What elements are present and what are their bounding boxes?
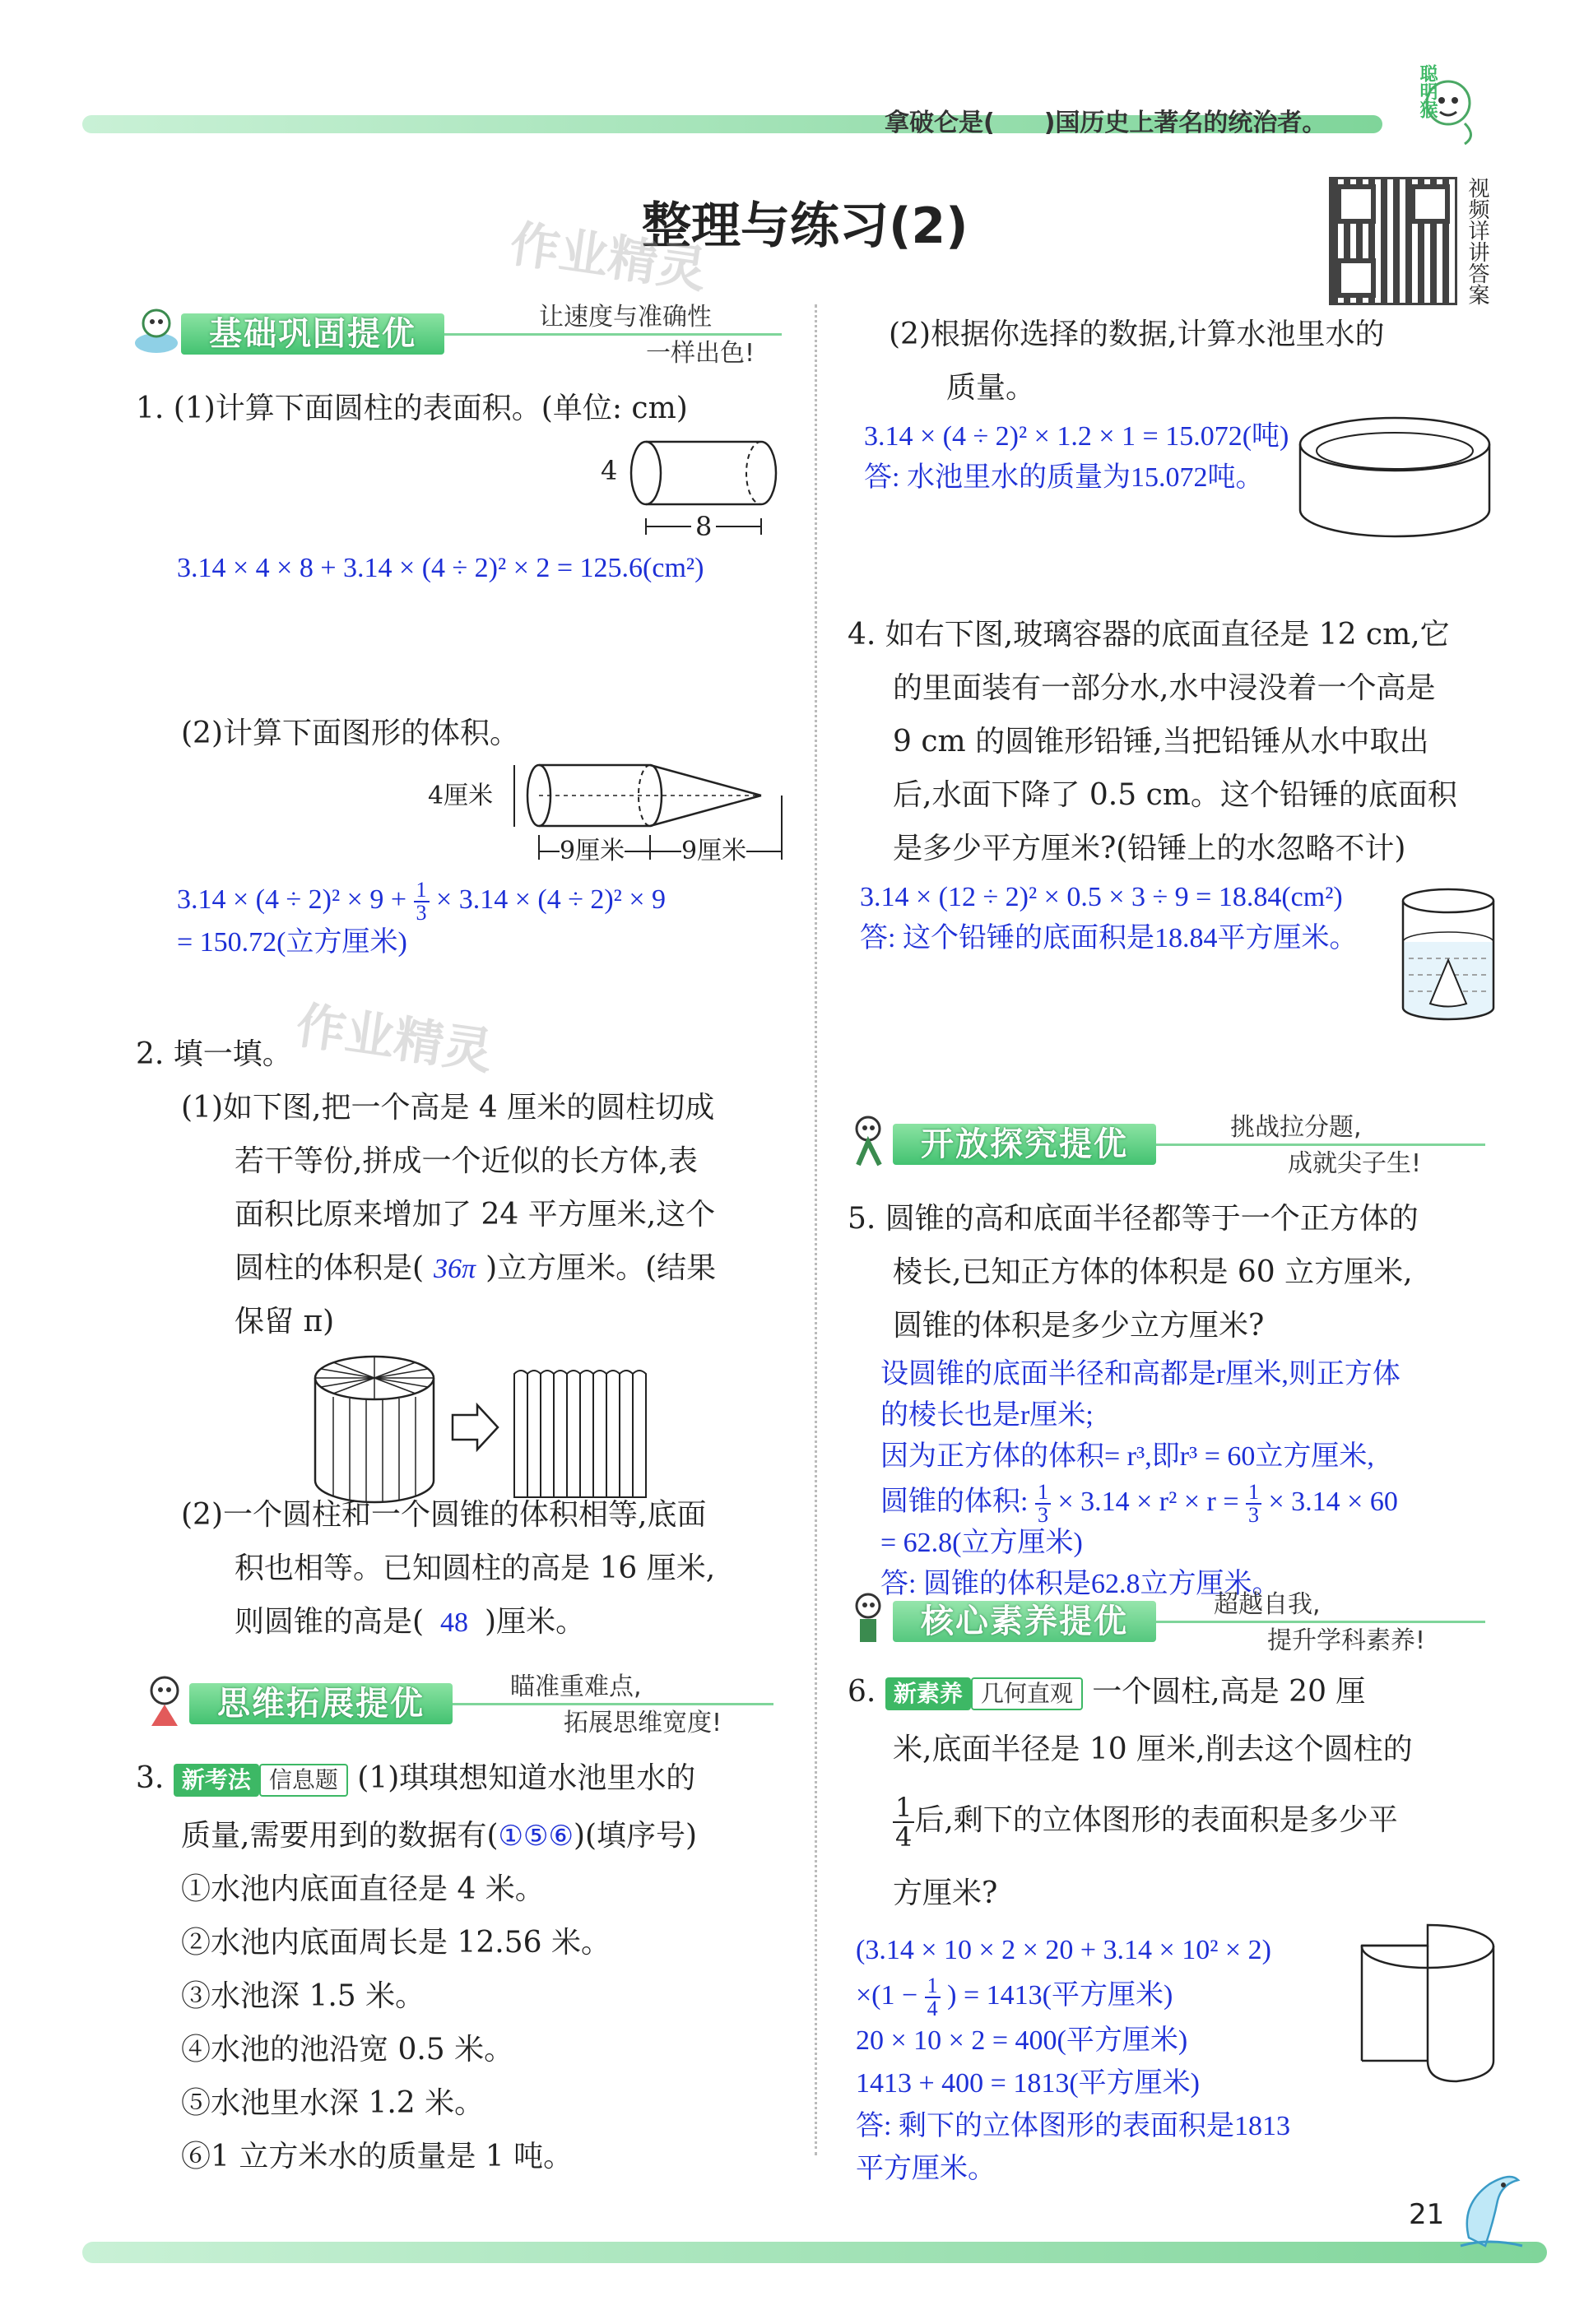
section-core-slogan1: 超越自我,	[1214, 1590, 1321, 1619]
q3-opt-5: ⑤水池里水深 1.2 米。	[181, 2086, 485, 2120]
section-basic	[132, 300, 790, 368]
q2-slice-figure	[313, 1349, 667, 1505]
watermark: 作业精灵	[506, 215, 711, 300]
qr-code[interactable]	[1329, 177, 1457, 305]
q6-cut-cylinder-figure	[1358, 1917, 1498, 2090]
q6-answer-line2: ×(1 − $\frac{1}{4}$ ) = 1413(平方厘米)	[856, 1974, 1173, 2021]
q3-opt-3: ③水池深 1.5 米。	[181, 1979, 425, 2013]
q1-fig-width: 8	[695, 511, 713, 542]
q6-answer-line6: 平方厘米。	[856, 2154, 996, 2184]
mascot-monkey-icon	[1399, 66, 1481, 148]
q2-line4: 圆柱的体积是( 36π )立方厘米。(结果	[235, 1251, 717, 1285]
q3-tag-new-method: 新考法	[174, 1764, 259, 1797]
q1-answer1: 3.14 × 4 × 8 + 3.14 × (4 ÷ 2)² × 2 = 125.6(cm²)	[177, 553, 704, 583]
q3-opt-2: ②水池内底面周长是 12.56 米。	[181, 1926, 611, 1960]
q5-answer-line2: 的棱长也是r厘米;	[880, 1400, 1094, 1431]
q4-container-figure	[1399, 884, 1498, 1024]
q6-line2: 米,底面半径是 10 厘米,削去这个圆柱的	[893, 1733, 1413, 1766]
page-number: 21	[1409, 2198, 1445, 2231]
q6-tag-new-literacy: 新素养	[885, 1677, 971, 1710]
q5-line3: 圆锥的体积是多少立方厘米?	[893, 1309, 1265, 1343]
q6-answer-line3: 20 × 10 × 2 = 400(平方厘米)	[856, 2025, 1188, 2056]
section-basic-label: 基础巩固提优	[181, 313, 444, 355]
q5-line1: 5. 圆锥的高和底面半径都等于一个正方体的	[848, 1202, 1419, 1236]
q5-answer-line5: = 62.8(立方厘米)	[880, 1528, 1083, 1558]
q2-answer1: 36π	[434, 1254, 476, 1284]
q5-answer-line6: 答: 圆锥的体积是62.8立方厘米。	[880, 1569, 1280, 1599]
q3-answer2-line2: 答: 水池里水的质量为15.072吨。	[864, 462, 1264, 493]
watermark-2: 作业精灵	[292, 996, 497, 1082]
q4-line5: 是多少平方厘米?(铅锤上的水忽略不计)	[893, 832, 1406, 865]
q2-line8: 则圆锥的高是( 48 )厘米。	[235, 1605, 586, 1639]
section-core-slogan2: 提升学科素养!	[1267, 1626, 1426, 1655]
q3-line2: 质量,需要用到的数据有(①⑤⑥)(填序号)	[181, 1819, 698, 1853]
q1-fig2-width2: 9厘米	[681, 835, 746, 868]
q1-answer2-line2: = 150.72(立方厘米)	[177, 927, 407, 958]
q3-part2-line1: (2)根据你选择的数据,计算水池里水的	[889, 318, 1385, 351]
q3-opt-6: ⑥1 立方米水的质量是 1 吨。	[181, 2140, 574, 2173]
q2-answer2: 48	[440, 1607, 469, 1638]
q1-fig2-width1: 9厘米	[560, 835, 625, 868]
section-open	[843, 1111, 1493, 1178]
mascot-girl-icon	[140, 1670, 188, 1728]
q5-answer-line4: 圆锥的体积: $\frac{1}{3}$ × 3.14 × r² × r = $\frac{1}{3}$ × 3.14 × 60	[880, 1480, 1398, 1528]
q1-fig-height: 4	[601, 455, 618, 486]
q3-pool-figure	[1296, 411, 1493, 543]
q6-line3: $\frac{1}{4}$ 后,剩下的立体图形的表面积是多少平	[893, 1793, 1398, 1851]
q6-answer-line1: (3.14 × 10 × 2 × 20 + 3.14 × 10² × 2)	[856, 1935, 1271, 1965]
section-thinking	[140, 1670, 782, 1737]
q4-line3: 9 cm 的圆锥形铅锤,当把铅锤从水中取出	[893, 725, 1429, 758]
mascot-text: 聪明猴	[1417, 64, 1438, 118]
section-basic-slogan1: 让速度与准确性	[539, 303, 712, 332]
section-thinking-slogan1: 瞄准重难点,	[510, 1672, 642, 1701]
q6-line1: 6. 新素养 几何直观 一个圆柱,高是 20 厘	[848, 1675, 1366, 1709]
q1-fig2-height: 4厘米	[428, 782, 494, 810]
q5-answer-line3: 因为正方体的体积= r³,即r³ = 60立方厘米,	[880, 1441, 1374, 1472]
q1-answer2-line1: 3.14 × (4 ÷ 2)² × 9 + $\frac{1}{3}$ × 3.14 × (4 ÷ 2)² × 9	[177, 878, 667, 925]
q2-line6: (2)一个圆柱和一个圆锥的体积相等,底面	[181, 1498, 707, 1532]
q4-answer-line2: 答: 这个铅锤的底面积是18.84平方厘米。	[860, 923, 1358, 953]
q3-opt-4: ④水池的池沿宽 0.5 米。	[181, 2033, 514, 2067]
q3-answer1: ①⑤⑥	[498, 1821, 574, 1852]
q2-line1: (1)如下图,把一个高是 4 厘米的圆柱切成	[181, 1091, 715, 1125]
q5-answer-line1: 设圆锥的底面半径和高都是r厘米,则正方体	[880, 1359, 1401, 1389]
q2-line7: 积也相等。已知圆柱的高是 16 厘米,	[235, 1552, 716, 1585]
q4-line4: 后,水面下降了 0.5 cm。这个铅锤的底面积	[893, 778, 1457, 812]
q2-line5: 保留 π)	[235, 1305, 335, 1338]
section-thinking-label: 思维拓展提优	[189, 1683, 453, 1724]
q6-answer-line5: 答: 剩下的立体图形的表面积是1813	[856, 2111, 1290, 2141]
section-open-label: 开放探究提优	[893, 1124, 1156, 1165]
section-open-slogan1: 挑战拉分题,	[1230, 1113, 1362, 1142]
q5-line2: 棱长,已知正方体的体积是 60 立方厘米,	[893, 1255, 1413, 1289]
q4-line1: 4. 如右下图,玻璃容器的底面直径是 12 cm,它	[848, 618, 1450, 652]
q3-answer2-line1: 3.14 × (4 ÷ 2)² × 1.2 × 1 = 15.072(吨)	[864, 421, 1289, 452]
q3-line1: 3. 新考法 信息题 (1)琪琪想知道水池里水的	[136, 1761, 696, 1795]
section-core-label: 核心素养提优	[893, 1601, 1156, 1642]
q3-opt-1: ①水池内底面直径是 4 米。	[181, 1872, 545, 1906]
q6-answer-line4: 1413 + 400 = 1813(平方厘米)	[856, 2068, 1200, 2099]
mascot-rocket-icon	[132, 300, 179, 358]
column-divider	[815, 304, 817, 2155]
dolphin-icon	[1452, 2164, 1526, 2254]
section-thinking-slogan2: 拓展思维宽度!	[564, 1709, 722, 1737]
q1-cylinder-figure	[601, 436, 790, 551]
q6-tag-geometry: 几何直观	[971, 1677, 1083, 1710]
page-title: 整理与练习(2)	[642, 197, 969, 255]
q2-title: 2. 填一填。	[136, 1037, 292, 1071]
section-open-slogan2: 成就尖子生!	[1288, 1149, 1422, 1178]
q4-answer-line1: 3.14 × (12 ÷ 2)² × 0.5 × 3 ÷ 9 = 18.84(cm²)	[860, 882, 1343, 912]
q1-part2: (2)计算下面图形的体积。	[181, 717, 519, 750]
q4-line2: 的里面装有一部分水,水中浸没着一个高是	[893, 671, 1436, 705]
section-basic-slogan2: 一样出色!	[646, 339, 755, 368]
q2-line3: 面积比原来增加了 24 平方厘米,这个	[235, 1198, 716, 1232]
q3-part2-line2: 质量。	[946, 371, 1036, 405]
mascot-boy-icon	[843, 1588, 891, 1645]
mascot-runner-icon	[843, 1111, 891, 1168]
q1-composite-figure	[420, 749, 798, 872]
section-core	[843, 1588, 1493, 1655]
q2-line2: 若干等份,拼成一个近似的长方体,表	[235, 1144, 698, 1178]
qr-label: 视频详讲答案	[1465, 177, 1489, 305]
q6-line4: 方厘米?	[893, 1876, 998, 1910]
q1-part1: 1. (1)计算下面圆柱的表面积。(单位: cm)	[136, 392, 688, 425]
q3-tag-info: 信息题	[259, 1764, 348, 1797]
footer-band	[82, 2242, 1547, 2263]
header-question: 拿破仑是( )国历史上著名的统治者。	[885, 109, 1327, 137]
